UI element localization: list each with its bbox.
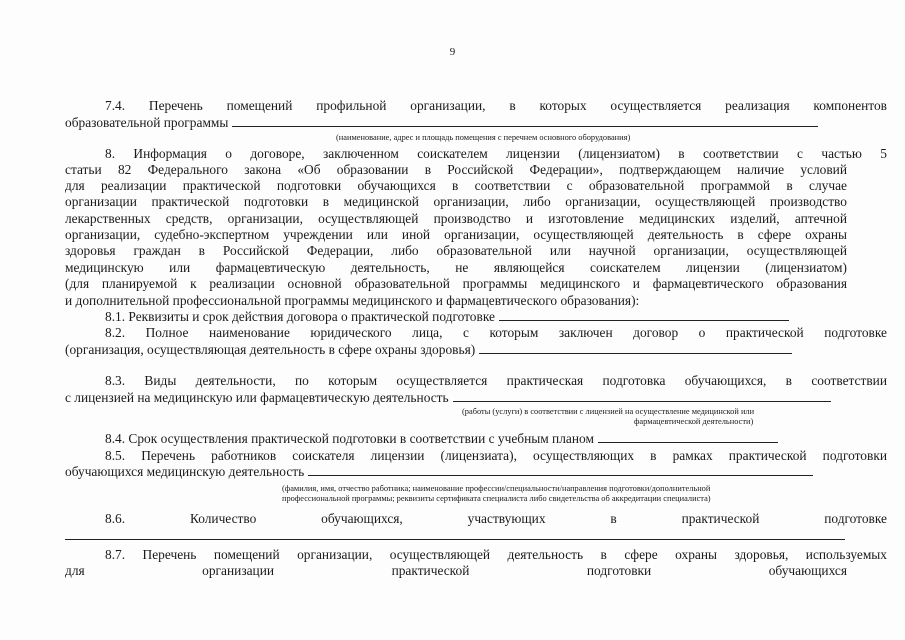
section-8-2-label: (организация, осуществляющая деятельность в сфере охраны здоровья) xyxy=(65,342,476,357)
legal-entity-fill-line[interactable] xyxy=(479,342,792,354)
section-8-7-line1: 8.7. Перечень помещений организации, осуществляющей деятельность в сфере охраны здоровья, используемых xyxy=(105,547,887,562)
staff-list-fill-line[interactable] xyxy=(308,464,813,476)
section-8-3-label: с лицензией на медицинскую или фармацевтическую деятельность xyxy=(65,390,449,405)
section-8-line10: и дополнительной профессиональной программы медицинского и фармацевтического образования): xyxy=(65,293,640,308)
section-8-6: 8.6. Количество обучающихся, участвующих в практической подготовке xyxy=(105,511,887,526)
section-8-line5: лекарственных средств, организации, осуществляющей производство и изготовление медицинских изделий, аптечной xyxy=(65,211,847,226)
premises-fill-line[interactable] xyxy=(232,115,818,127)
contract-details-fill-line[interactable] xyxy=(499,309,789,321)
section-8-4 xyxy=(65,431,887,447)
section-7-4-line1: 7.4. Перечень помещений профильной организации, в которых осуществляется реализация компонентов xyxy=(105,98,887,113)
section-8-3-line2 xyxy=(65,390,847,406)
section-8-5-line2 xyxy=(65,464,847,480)
section-8-line8: медицинскую или фармацевтическую деятельность, не являющейся соискателем лицензии (лицензиатом) xyxy=(65,260,847,275)
section-8-line6: организации, судебно-экспертном учреждении или иной организации, осуществляющей деятельность в сфере охраны xyxy=(65,227,847,242)
section-8-1-label: 8.1. Реквизиты и срок действия договора о практической подготовке xyxy=(105,309,495,324)
section-8-5-caption2: профессиональной программы; реквизиты сертификата специалиста либо свидетельства об аккредитации специалиста) xyxy=(282,494,711,503)
training-period-fill-line[interactable] xyxy=(598,431,778,443)
section-8-5-label: обучающихся медицинскую деятельность xyxy=(65,464,305,479)
section-7-4-label: образовательной программы xyxy=(65,115,229,130)
section-8-line7: здоровья граждан в Российской Федерации, либо образовательной или научной организации, осуществляющей xyxy=(65,243,847,258)
section-8-line4: организации практической подготовки в медицинской организации, либо организации, осуществляющей производство xyxy=(65,194,847,209)
section-8-5-line1: 8.5. Перечень работников соискателя лицензии (лицензиата), осуществляющих в рамках практической подготовки xyxy=(105,448,887,463)
section-8-3-caption2: фармацевтической деятельности) xyxy=(634,417,754,426)
section-7-4-caption: (наименование, адрес и площадь помещения с перечнем основного оборудования) xyxy=(336,133,631,142)
section-8-3-caption1: (работы (услуги) в соответствии с лицензией на осуществление медицинской или xyxy=(462,407,755,416)
section-8-line2: статьи 82 Федерального закона «Об образовании в Российской Федерации», подтверждающем наличие условий xyxy=(65,162,847,177)
section-8-1 xyxy=(65,309,887,325)
page-number: 9 xyxy=(449,46,456,58)
section-8-line3: для реализации практической подготовки обучающихся в соответствии с образовательной программой в случае xyxy=(65,178,847,193)
section-8-5-caption1: (фамилия, имя, отчество работника; наименование профессии/специальности/направления подготовки/дополнительной xyxy=(282,484,711,493)
students-count-fill-line[interactable] xyxy=(65,539,845,540)
section-8-7-line2: для организации практической подготовки обучающихся xyxy=(65,563,847,578)
section-7-4-line2 xyxy=(65,115,847,131)
section-8-4-label: 8.4. Срок осуществления практической подготовки в соответствии с учебным планом xyxy=(105,431,594,446)
section-8-2-line1: 8.2. Полное наименование юридического лица, с которым заключен договор о практической подготовке xyxy=(105,325,887,340)
section-8-3-line1: 8.3. Виды деятельности, по которым осуществляется практическая подготовка обучающихся, в соответствии xyxy=(105,373,887,388)
activity-types-fill-line[interactable] xyxy=(453,390,831,402)
section-8-line9: (для планируемой к реализации основной образовательной программы медицинского и фармацевтического образования xyxy=(65,276,847,291)
section-8-2-line2 xyxy=(65,342,847,358)
section-8-line1: 8. Информация о договоре, заключенном соискателем лицензии (лицензиатом) в соответствии с частью 5 xyxy=(105,146,887,161)
